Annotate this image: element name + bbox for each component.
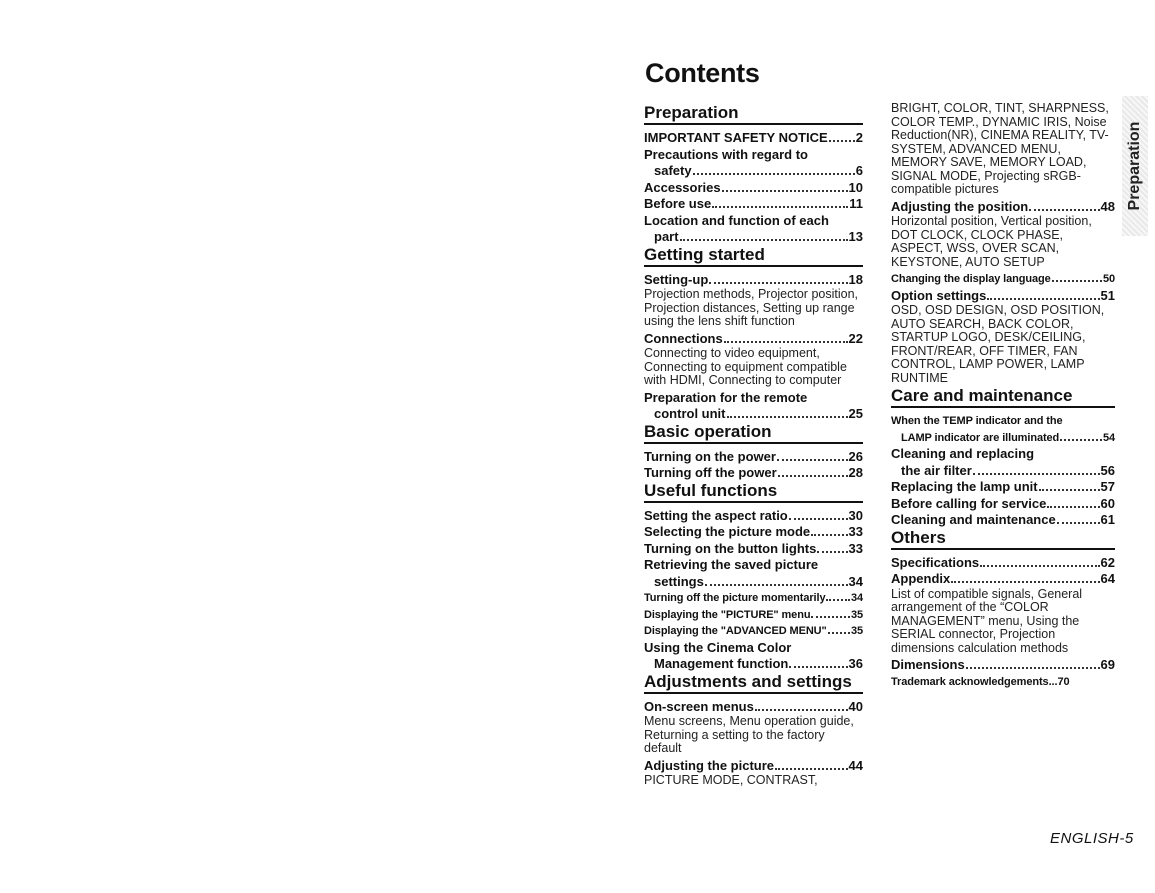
toc-entry-title: Cleaning and replacing [891,446,1035,461]
entry-description: Menu screens, Menu operation guide, Returning a setting to the factory default [644,714,854,755]
toc-page-number: 18 [848,271,863,287]
dot-leader [987,298,1099,300]
toc-entry-title: Option settings [891,287,987,303]
toc-entry-title: Location and function of each [644,212,829,228]
toc-entry-row [644,623,863,640]
toc-entry-row [891,512,1115,529]
toc-entry-title: part [654,229,679,244]
toc-entry[interactable] [644,196,863,213]
toc-entry-title: Turning off the power [644,465,777,480]
toc-page-number: 13 [848,229,863,244]
toc-entry-row [891,413,1115,430]
section-heading: Preparation [644,104,863,125]
dot-leader [789,666,847,668]
dot-leader [705,584,848,586]
toc-page-number: 35 [850,608,863,621]
toc-entry-title: safety [654,163,692,178]
toc-entry-title: Adjusting the picture [644,757,774,773]
toc-entry[interactable] [644,465,863,482]
toc-page-number: 36 [848,656,863,671]
toc-entry-row [891,555,1115,572]
toc-entry-title: Turning off the picture momentarily [644,592,826,604]
toc-page-number: 28 [848,465,863,480]
dot-leader [826,599,849,601]
toc-page-number: 11 [849,196,863,211]
toc-entry[interactable] [644,390,863,407]
dot-leader [951,581,1099,583]
toc-entry-row [644,656,863,673]
side-tab-label: Preparation [1126,121,1143,211]
toc-entry-row [644,699,863,716]
toc-entry-row [644,213,863,230]
toc-entry-row [644,196,863,213]
toc-entry-row [891,446,1115,463]
toc-entry[interactable] [891,463,1115,480]
toc-entry-row [644,465,863,482]
toc-page-number: 33 [848,524,863,539]
entry-description: List of compatible signals, General arrangement of the “COLOR MANAGEMENT” menu, Using the SERIAL connector, Projection dimensions calculation methods [891,586,1083,655]
dot-leader [755,709,848,711]
dot-leader [1060,439,1102,441]
toc-entry-title: control unit [654,406,726,421]
toc-entry-title: IMPORTANT SAFETY NOTICE [644,130,828,145]
entry-description: Connecting to video equipment, Connecting to equipment compatible with HDMI, Connecting to computer [644,346,847,387]
toc-entry[interactable] [644,229,863,246]
toc-page-number: 34 [850,592,863,604]
toc-page-number: 40 [848,698,863,714]
toc-entry-title: Dimensions [891,657,965,672]
dot-leader [709,282,847,284]
toc-column-right [891,102,1115,690]
dot-leader [778,475,848,477]
section-heading: Getting started [644,246,863,267]
toc-entry-title: Accessories [644,179,721,195]
toc-entry[interactable] [891,512,1115,529]
toc-page-number: 44 [848,757,863,773]
entry-description: Projection methods, Projector position, Projection distances, Setting up range using the lens shift function [644,287,858,328]
page-footer: ENGLISH-5 [1050,830,1134,847]
toc-entry-title: Setting-up [644,271,709,287]
toc-entry[interactable] [644,524,863,541]
toc-entry-row [891,430,1115,447]
toc-entry-title: Retrieving the saved picture [644,557,819,572]
toc-entry-row [644,229,863,246]
toc-entry[interactable] [644,699,863,716]
dot-leader [789,518,848,520]
toc-page-number: 35 [850,625,863,637]
toc-entry-row [644,758,863,775]
dot-leader [777,459,848,461]
dot-leader [817,551,847,553]
dot-leader [724,341,848,343]
toc-page-number: 64 [1100,571,1115,586]
toc-entry-row [891,288,1115,305]
toc-entry-row [891,463,1115,480]
dot-leader [973,473,1100,475]
toc-entry-title: When the TEMP indicator and the [891,415,1063,427]
dot-leader [829,140,855,142]
toc-entry-row [644,524,863,541]
toc-entry-title: Management function [654,656,789,671]
entry-description: OSD, OSD DESIGN, OSD POSITION, AUTO SEARCH, BACK COLOR, STARTUP LOGO, DESK/CEILING, FRONT/REAR, OFF TIMER, FAN CONTROL, LAMP POWER, LAMP RUNTIME [891,303,1105,385]
dot-leader [1047,506,1099,508]
dot-leader [775,768,848,770]
toc-page-number: 2 [855,130,863,145]
toc-entry-title: Appendix [891,571,951,586]
toc-entry-row [891,199,1115,216]
toc-entry-title: On-screen menus [644,698,754,714]
dot-leader [1029,209,1099,211]
toc-entry-row [644,272,863,289]
toc-entry-title: Turning on the button lights [644,540,817,556]
toc-entry-title: Setting the aspect ratio [644,507,788,523]
toc-entry[interactable] [891,288,1115,305]
toc-page-number: 33 [848,540,863,556]
toc-entry[interactable] [644,758,863,775]
toc-entry-title: Before use [644,196,712,211]
dot-leader [980,565,1099,567]
dot-leader [811,534,847,536]
toc-entry-title: Adjusting the position [891,198,1029,214]
toc-entry-row [891,479,1115,496]
toc-entry[interactable] [644,331,863,348]
toc-entry[interactable] [644,272,863,289]
toc-entry-title: Displaying the "ADVANCED MENU" [644,625,827,637]
toc-entry-row [644,130,863,147]
toc-entry-title: the air filter [901,462,972,478]
toc-entry[interactable] [891,479,1115,496]
section-heading: Useful functions [644,482,863,503]
toc-entry[interactable] [891,555,1115,572]
toc-entry-title: LAMP indicator are illuminated [901,431,1060,444]
toc-entry-row [644,390,863,407]
toc-entry-row [891,571,1115,588]
entry-description: BRIGHT, COLOR, TINT, SHARPNESS, COLOR TEMP., DYNAMIC IRIS, Noise Reduction(NR), CINEMA REALITY, TV-SYSTEM, ADVANCED MENU, MEMORY SAVE, MEMORY LOAD, SIGNAL MODE, Projecting sRGB-compatible pictures [891,101,1109,196]
toc-entry-row [644,406,863,423]
dot-leader [1057,522,1100,524]
toc-page-number: 30 [848,507,863,523]
toc-page-number: 62 [1100,554,1115,570]
toc-entry-row [891,271,1115,288]
toc-entry-row [644,640,863,657]
toc-entry-row [644,607,863,624]
toc-entry[interactable] [644,557,863,574]
side-tab [1122,96,1148,236]
toc-entry[interactable] [644,449,863,466]
toc-entry[interactable] [891,413,1115,430]
toc-entry-title: Trademark acknowledgements...70 [891,675,1070,688]
toc-entry[interactable] [644,180,863,197]
toc-page-number: 34 [848,573,863,589]
toc-entry-row [644,508,863,525]
toc-entry[interactable] [644,163,863,180]
toc-entry[interactable] [891,496,1115,513]
toc-page-number: 56 [1100,462,1115,478]
toc-entry[interactable] [644,640,863,657]
toc-entry-row [644,541,863,558]
section-heading: Basic operation [644,423,863,444]
toc-column-left [644,104,863,790]
toc-entry[interactable] [644,147,863,164]
section-heading: Care and maintenance [891,387,1115,408]
toc-entry[interactable] [891,674,1115,691]
toc-entry-row [891,496,1115,513]
toc-page-number: 22 [848,330,863,346]
toc-entry-title: Before calling for service [891,495,1047,511]
toc-entry[interactable] [644,590,863,607]
toc-page-number: 69 [1100,657,1115,672]
toc-entry-row [644,557,863,574]
dot-leader [680,239,848,241]
toc-entry[interactable] [644,574,863,591]
toc-page-number: 50 [1102,273,1115,285]
toc-entry[interactable] [891,199,1115,216]
toc-entry-title: Displaying the "PICTURE" menu [644,608,811,621]
toc-entry[interactable] [891,657,1115,674]
toc-entry-title: Connections [644,330,723,346]
entry-description: Horizontal position, Vertical position, DOT CLOCK, CLOCK PHASE, ASPECT, WSS, OVER SCAN, KEYSTONE, AUTO SETUP [891,214,1092,269]
toc-entry-title: Specifications [891,554,980,570]
toc-entry-title: Using the Cinema Color [644,639,792,655]
dot-leader [727,416,848,418]
toc-entry-title: settings [654,573,704,589]
toc-page-number: 61 [1100,512,1115,527]
toc-entry-row [644,574,863,591]
toc-entry-row [644,147,863,164]
toc-entry-title: Replacing the lamp unit [891,479,1038,494]
section-heading: Others [891,529,1115,550]
toc-entry-row [891,674,1115,691]
toc-page-number: 60 [1100,495,1115,511]
toc-entry[interactable] [891,271,1115,288]
toc-entry-row [644,331,863,348]
toc-page-number: 26 [848,448,863,464]
dot-leader [966,667,1100,669]
toc-page-number: 25 [848,406,863,421]
dot-leader [693,173,855,175]
toc-page-number: 57 [1100,479,1115,494]
toc-entry[interactable] [644,607,863,624]
toc-entry[interactable] [891,430,1115,447]
page-title: Contents [645,58,760,88]
toc-entry-title: Precautions with regard to [644,146,808,162]
dot-leader [828,632,850,634]
toc-entry[interactable] [644,541,863,558]
dot-leader [712,206,848,208]
toc-entry[interactable] [644,130,863,147]
toc-entry-title: Selecting the picture mode [644,524,811,539]
toc-entry[interactable] [644,656,863,673]
toc-page-number: 10 [848,179,863,195]
toc-entry-row [644,163,863,180]
toc-entry[interactable] [891,446,1115,463]
toc-entry-title: Changing the display language [891,273,1051,285]
toc-entry-row [644,590,863,607]
toc-entry[interactable] [644,213,863,230]
toc-page-number: 51 [1100,287,1115,303]
dot-leader [1039,489,1100,491]
toc-entry[interactable] [644,623,863,640]
dot-leader [811,616,850,618]
dot-leader [722,190,848,192]
toc-page-number: 48 [1100,198,1115,214]
toc-page-number: 6 [855,163,863,178]
toc-entry[interactable] [644,508,863,525]
dot-leader [1052,280,1102,282]
toc-entry-title: Turning on the power [644,448,776,464]
toc-entry[interactable] [891,571,1115,588]
section-heading: Adjustments and settings [644,673,863,694]
toc-entry-title: Preparation for the remote [644,389,808,405]
toc-entry-title: Cleaning and maintenance [891,512,1056,527]
toc-entry-row [644,449,863,466]
entry-description: PICTURE MODE, CONTRAST, [644,773,818,787]
toc-entry[interactable] [644,406,863,423]
toc-page-number: 54 [1102,431,1115,444]
toc-entry-row [644,180,863,197]
toc-entry-row [891,657,1115,674]
